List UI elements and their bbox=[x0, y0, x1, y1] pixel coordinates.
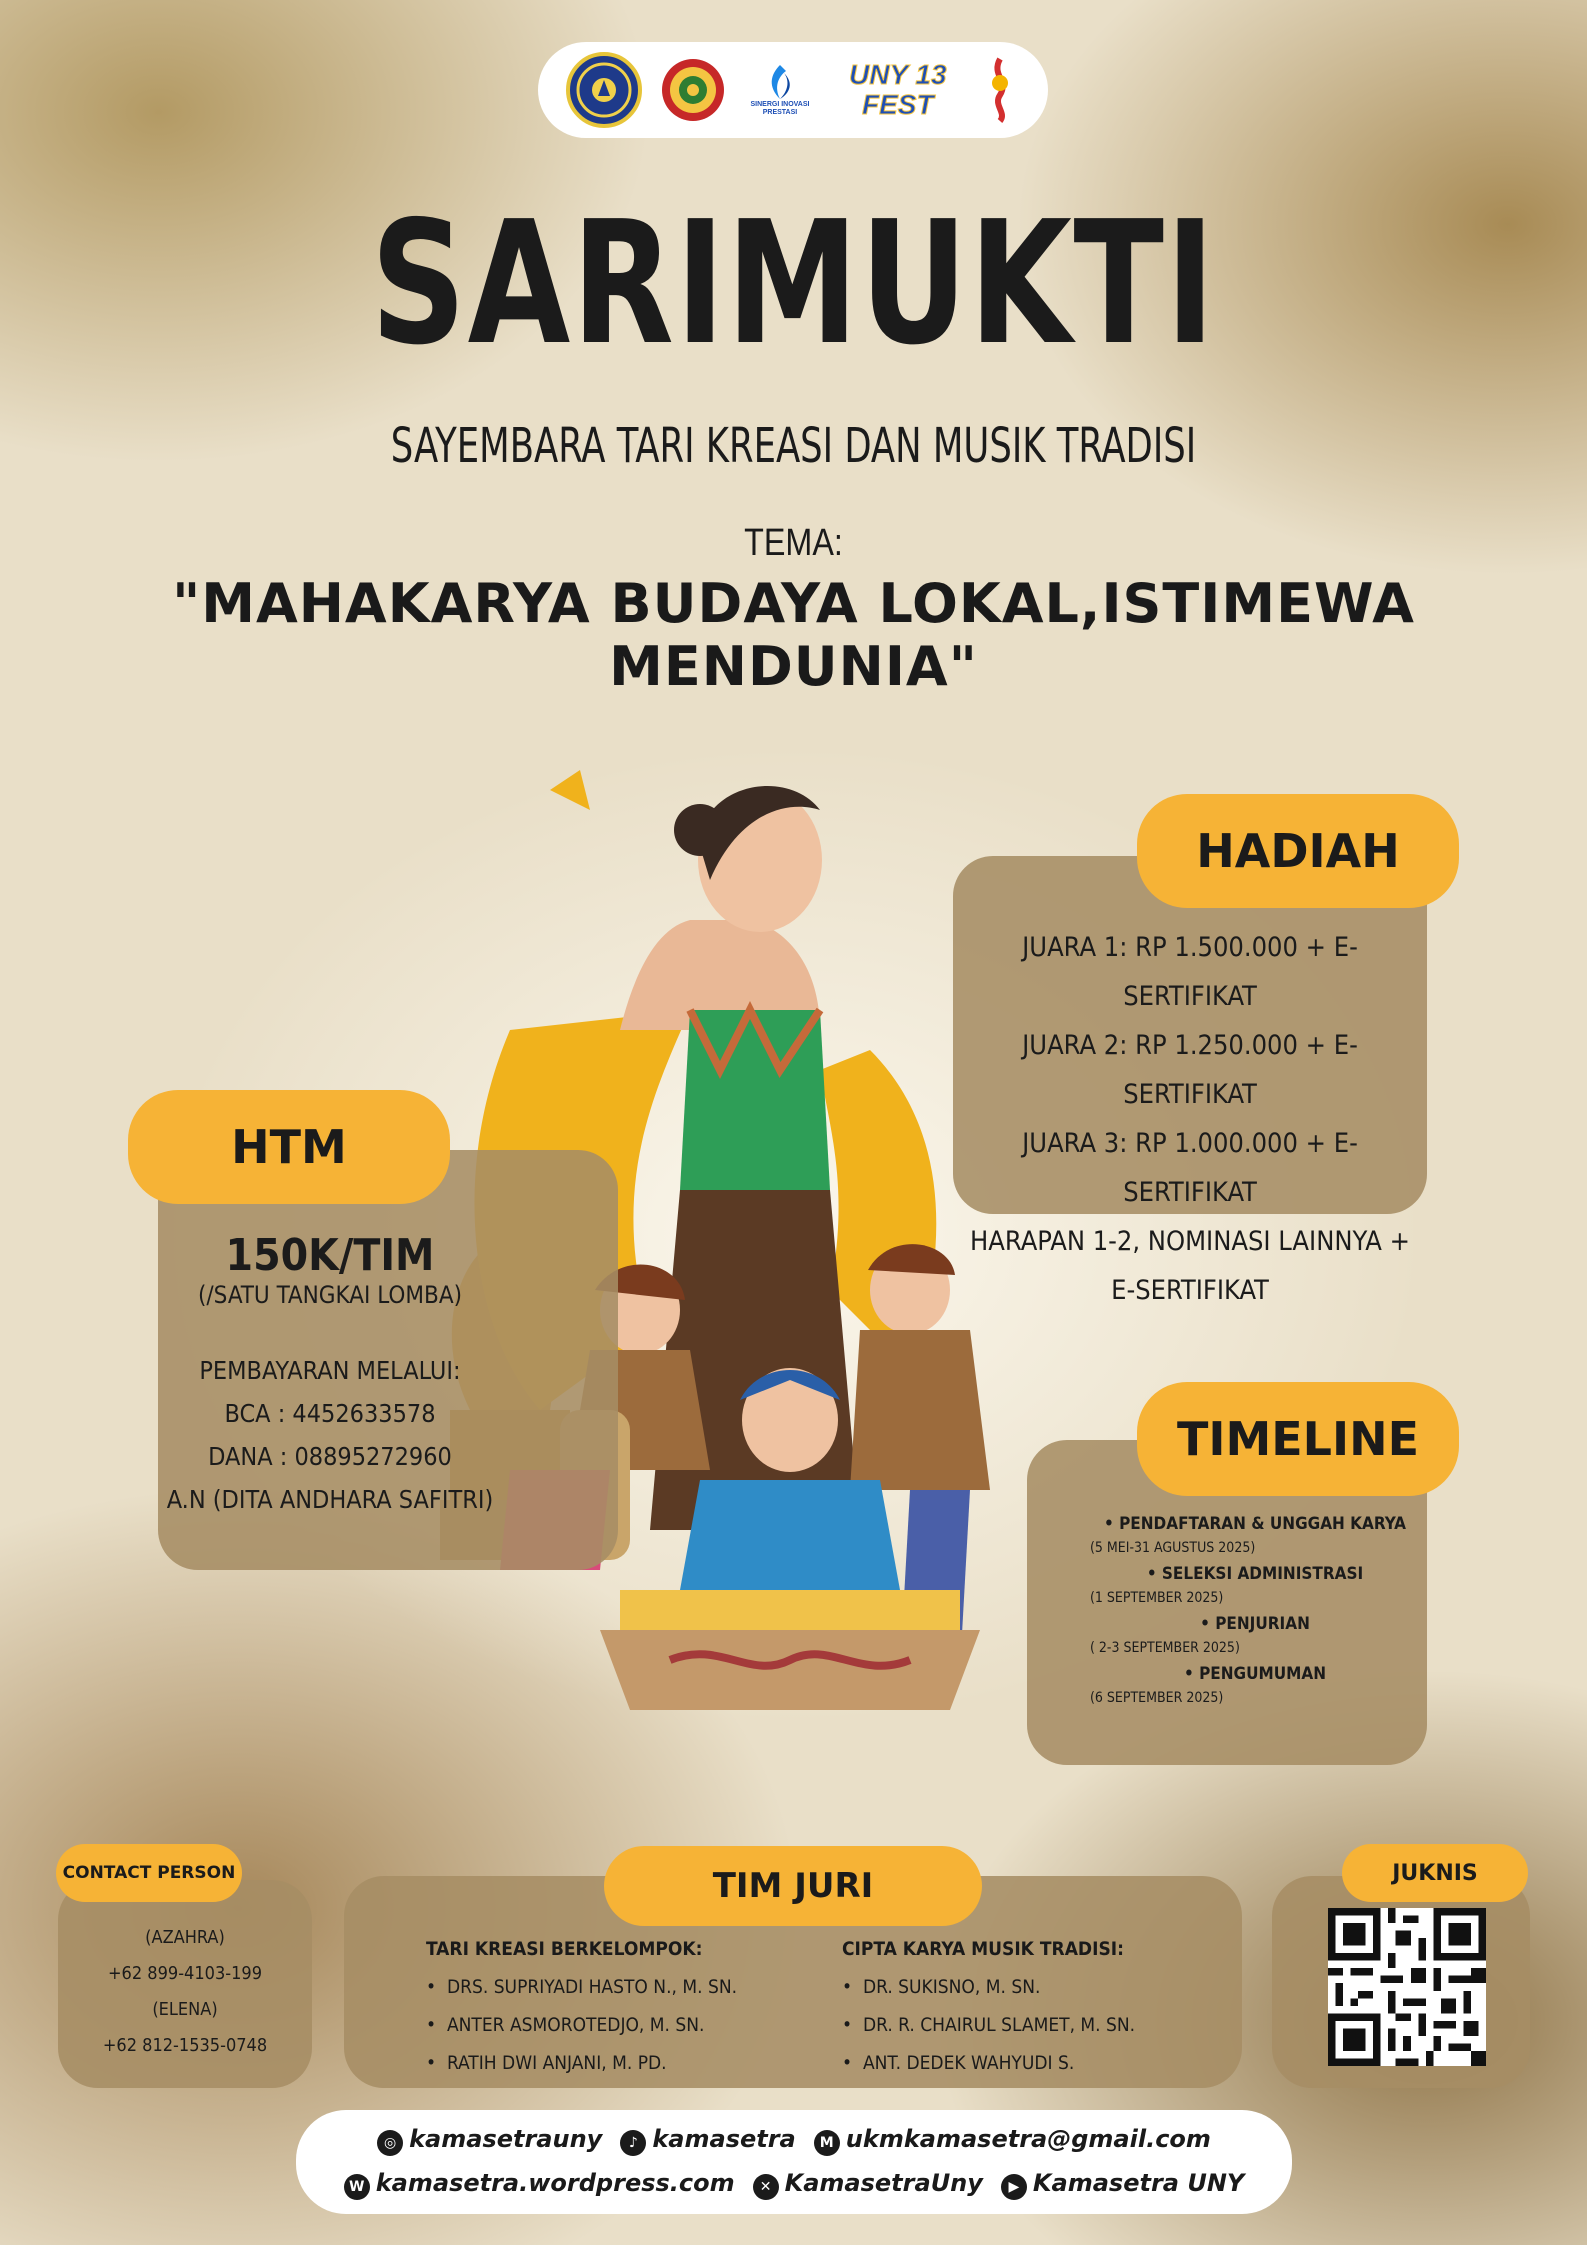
juri-name-text: DR. R. CHAIRUL SLAMET, M. SN. bbox=[862, 2014, 1136, 2036]
wordpress-url: kamasetra.wordpress.com bbox=[375, 2168, 735, 2197]
youtube-channel: Kamasetra UNY bbox=[1032, 2168, 1245, 2197]
hadiah-item: JUARA 2: RP 1.250.000 + E-SERTIFIKAT bbox=[1022, 1030, 1358, 1110]
uny-fest-logo-text: UNY 13 FEST bbox=[849, 59, 947, 120]
logo-bar bbox=[538, 42, 1048, 138]
gmail-icon: M bbox=[814, 2130, 840, 2156]
payment-line: BCA : 4452633578 bbox=[224, 1399, 436, 1428]
juri-name: • DR. SUKISNO, M. SN. bbox=[842, 1976, 1041, 1998]
timeline-item: • SELEKSI ADMINISTRASI bbox=[1146, 1564, 1364, 1584]
juri-badge: TIM JURI bbox=[604, 1846, 982, 1926]
timeline-badge: TIMELINE bbox=[1137, 1382, 1459, 1496]
juri-col-tari bbox=[426, 1938, 806, 2082]
juri-col-musik bbox=[842, 1938, 1222, 2082]
x-link[interactable] bbox=[753, 2169, 983, 2200]
hadiah-badge: HADIAH bbox=[1137, 794, 1459, 908]
wordpress-icon: W bbox=[344, 2174, 370, 2200]
youtube-link[interactable] bbox=[1001, 2169, 1244, 2200]
contact-line: (ELENA) bbox=[152, 1999, 218, 2020]
ukm-logo bbox=[659, 56, 727, 124]
timeline-item-name: PENGUMUMAN bbox=[1199, 1664, 1327, 1684]
contact-line: (AZAHRA) bbox=[145, 1927, 225, 1948]
theme-text: "MAHAKARYA BUDAYA LOKAL,ISTIMEWA MENDUNIA" bbox=[172, 572, 1415, 698]
youtube-icon: ▶ bbox=[1001, 2174, 1027, 2200]
timeline-item: • PENDAFTARAN & UNGGAH KARYA bbox=[1103, 1514, 1406, 1534]
juri-col-heading: TARI KREASI BERKELOMPOK: bbox=[426, 1938, 703, 1960]
uny-fest-logo bbox=[833, 55, 963, 125]
contact-line: +62 812-1535-0748 bbox=[102, 2035, 268, 2056]
juri-name: • ANTER ASMOROTEDJO, M. SN. bbox=[426, 2014, 705, 2036]
hadiah-item: JUARA 1: RP 1.500.000 + E-SERTIFIKAT bbox=[1022, 932, 1358, 1012]
timeline-item-name: PENJURIAN bbox=[1215, 1614, 1310, 1634]
instagram-icon: ◎ bbox=[377, 2130, 403, 2156]
juri-name-text: ANTER ASMOROTEDJO, M. SN. bbox=[446, 2014, 705, 2036]
juri-name: • DRS. SUPRIYADI HASTO N., M. SN. bbox=[426, 1976, 738, 1998]
htm-payment bbox=[160, 1349, 500, 1521]
timeline-item: • PENJURIAN bbox=[1200, 1614, 1310, 1634]
kamasetra-logo bbox=[980, 56, 1020, 124]
x-handle: KamasetraUny bbox=[784, 2168, 983, 2197]
uny-logo bbox=[566, 52, 642, 128]
tiktok-handle: kamasetra bbox=[652, 2124, 796, 2153]
juri-name-text: DRS. SUPRIYADI HASTO N., M. SN. bbox=[446, 1976, 738, 1998]
email-address: ukmkamasetra@gmail.com bbox=[845, 2124, 1211, 2153]
email-link[interactable] bbox=[814, 2125, 1211, 2156]
sinergi-logo-text: SINERGI INOVASI PRESTASI bbox=[750, 101, 810, 116]
timeline-date: (5 MEI-31 AGUSTUS 2025) bbox=[1090, 1540, 1256, 1556]
sinergi-inovasi-prestasi-logo bbox=[744, 56, 816, 124]
htm-content bbox=[160, 1230, 500, 1521]
juri-name: • DR. R. CHAIRUL SLAMET, M. SN. bbox=[842, 2014, 1136, 2036]
theme-label: TEMA: bbox=[744, 522, 843, 564]
contact-badge: CONTACT PERSON bbox=[56, 1844, 242, 1902]
timeline-item-name: PENDAFTARAN & UNGGAH KARYA bbox=[1119, 1514, 1406, 1534]
timeline-date: ( 2-3 SEPTEMBER 2025) bbox=[1090, 1640, 1240, 1656]
x-icon: ✕ bbox=[753, 2174, 779, 2200]
payment-line: PEMBAYARAN MELALUI: bbox=[199, 1356, 461, 1385]
hadiah-item: E-SERTIFIKAT bbox=[1111, 1275, 1269, 1306]
juri-name-text: DR. SUKISNO, M. SN. bbox=[862, 1976, 1041, 1998]
htm-badge: HTM bbox=[128, 1090, 450, 1204]
social-footer bbox=[296, 2110, 1292, 2214]
contact-line: +62 899-4103-199 bbox=[107, 1963, 262, 1984]
htm-price-note: (/SATU TANGKAI LOMBA) bbox=[197, 1281, 463, 1309]
instagram-link[interactable] bbox=[377, 2125, 602, 2156]
timeline-list bbox=[1090, 1514, 1420, 1714]
juknis-badge: JUKNIS bbox=[1342, 1844, 1528, 1902]
timeline-date: (1 SEPTEMBER 2025) bbox=[1090, 1590, 1224, 1606]
instagram-handle: kamasetrauny bbox=[409, 2124, 603, 2153]
contact-lines bbox=[58, 1920, 312, 2064]
htm-price: 150K/TIM bbox=[225, 1230, 435, 1281]
juri-name-text: ANT. DEDEK WAHYUDI S. bbox=[862, 2052, 1075, 2074]
timeline-item: • PENGUMUMAN bbox=[1183, 1664, 1327, 1684]
juknis-qr-code[interactable] bbox=[1328, 1908, 1486, 2066]
tiktok-link[interactable] bbox=[620, 2125, 795, 2156]
payment-line: DANA : 08895272960 bbox=[208, 1442, 452, 1471]
juri-col-heading: CIPTA KARYA MUSIK TRADISI: bbox=[842, 1938, 1124, 1960]
timeline-item-name: SELEKSI ADMINISTRASI bbox=[1161, 1564, 1364, 1584]
juri-name: • ANT. DEDEK WAHYUDI S. bbox=[842, 2052, 1075, 2074]
juri-name-text: RATIH DWI ANJANI, M. PD. bbox=[446, 2052, 667, 2074]
event-title: SARIMUKTI bbox=[370, 185, 1217, 383]
payment-line: A.N (DITA ANDHARA SAFITRI) bbox=[166, 1485, 494, 1514]
juri-name: • RATIH DWI ANJANI, M. PD. bbox=[426, 2052, 667, 2074]
wordpress-link[interactable] bbox=[344, 2169, 735, 2200]
hadiah-item: HARAPAN 1-2, NOMINASI LAINNYA + bbox=[970, 1226, 1410, 1257]
event-subtitle: SAYEMBARA TARI KREASI DAN MUSIK TRADISI bbox=[390, 418, 1197, 474]
hadiah-item: JUARA 3: RP 1.000.000 + E-SERTIFIKAT bbox=[1022, 1128, 1358, 1208]
tiktok-icon: ♪ bbox=[620, 2130, 646, 2156]
timeline-date: (6 SEPTEMBER 2025) bbox=[1090, 1690, 1224, 1706]
hadiah-list bbox=[960, 923, 1420, 1315]
